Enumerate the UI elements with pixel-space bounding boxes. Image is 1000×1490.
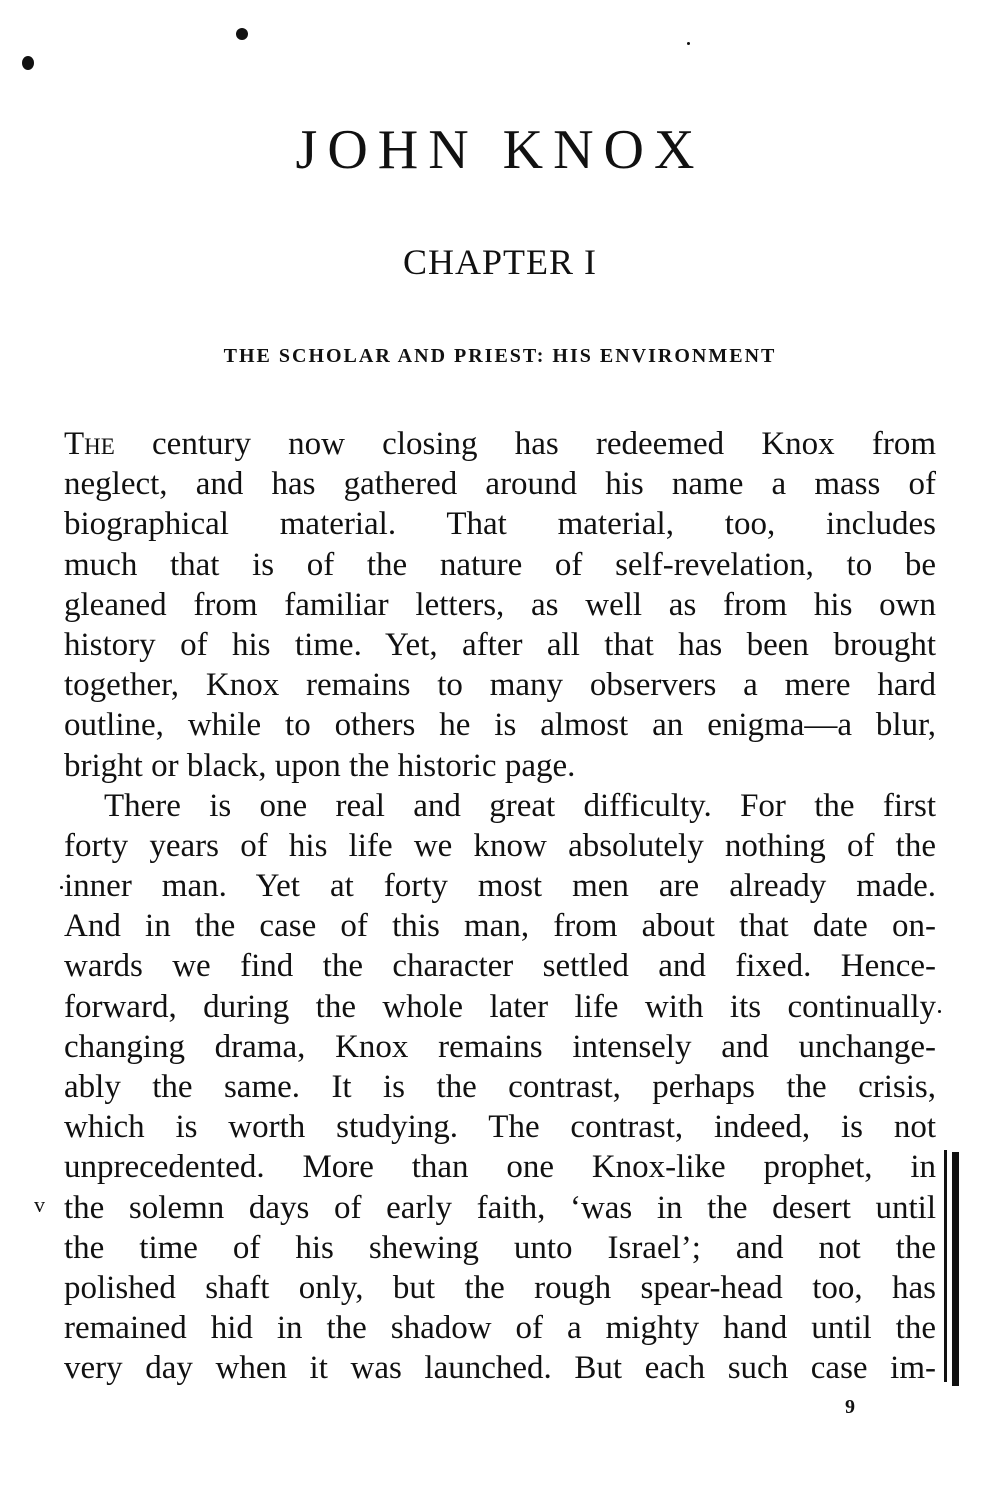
chapter-title: CHAPTER I [402,242,597,282]
text-line: outline, while to others he is almost an enigma—a blur, [64,707,936,744]
book-title: JOHN KNOX [295,119,705,181]
chapter-subtitle: THE SCHOLAR AND PRIEST: HIS ENVIRONMENT [223,345,777,367]
text-line: the time of his shewing unto Israel’; and not the [64,1229,936,1266]
text-line: And in the case of this man, from about that date on- [64,908,936,945]
ink-speck [236,28,248,40]
text-line: very day when it was launched. But each such case im- [64,1350,936,1387]
text-line: wards we find the character settled and fixed. Hence- [64,948,936,985]
margin-check-mark: v [34,1192,45,1217]
ink-speck [60,886,63,889]
text-line: together, Knox remains to many observers a mere hard [64,667,936,704]
text-line: forward, during the whole later life with its continually [64,988,936,1025]
opening-word: The [64,426,115,462]
margin-marker-line [952,1152,959,1386]
text-line: biographical material. That material, too, includes [64,506,936,543]
ink-speck [22,56,34,70]
text-line: remained hid in the shadow of a mighty hand until the [64,1310,936,1347]
text-line: bright or black, upon the historic page. [64,747,576,784]
text-line: changing drama, Knox remains intensely and unchange- [64,1028,936,1065]
chapter-body-text [64,424,936,1389]
margin-marker-line [944,1150,947,1382]
text-line: unprecedented. More than one Knox-like prophet, in [64,1149,936,1186]
text-line: forty years of his life we know absolutely nothing of the [64,827,936,864]
page-number: 9 [845,1396,855,1418]
text-line: the solemn days of early faith, ‘was in the desert until [64,1189,936,1226]
text-line: which is worth studying. The contrast, indeed, is not [64,1109,936,1146]
text-line: There is one real and great difficulty. For the first [104,787,936,824]
text-line: ably the same. It is the contrast, perhaps the crisis, [64,1069,936,1105]
ink-speck [687,42,690,45]
text-line: inner man. Yet at forty most men are already made. [64,868,936,905]
text-line: history of his time. Yet, after all that has been brought [64,626,936,663]
text-line: neglect, and has gathered around his name a mass of [64,466,936,503]
ink-speck [938,1010,941,1013]
text-line: gleaned from familiar letters, as well as from his own [64,586,936,623]
text-line-content: century now closing has redeemed Knox from [114,426,936,462]
text-line: polished shaft only, but the rough spear-head too, has [64,1269,936,1306]
text-line: much that is of the nature of self-revelation, to be [64,546,936,583]
text-line [64,424,936,464]
